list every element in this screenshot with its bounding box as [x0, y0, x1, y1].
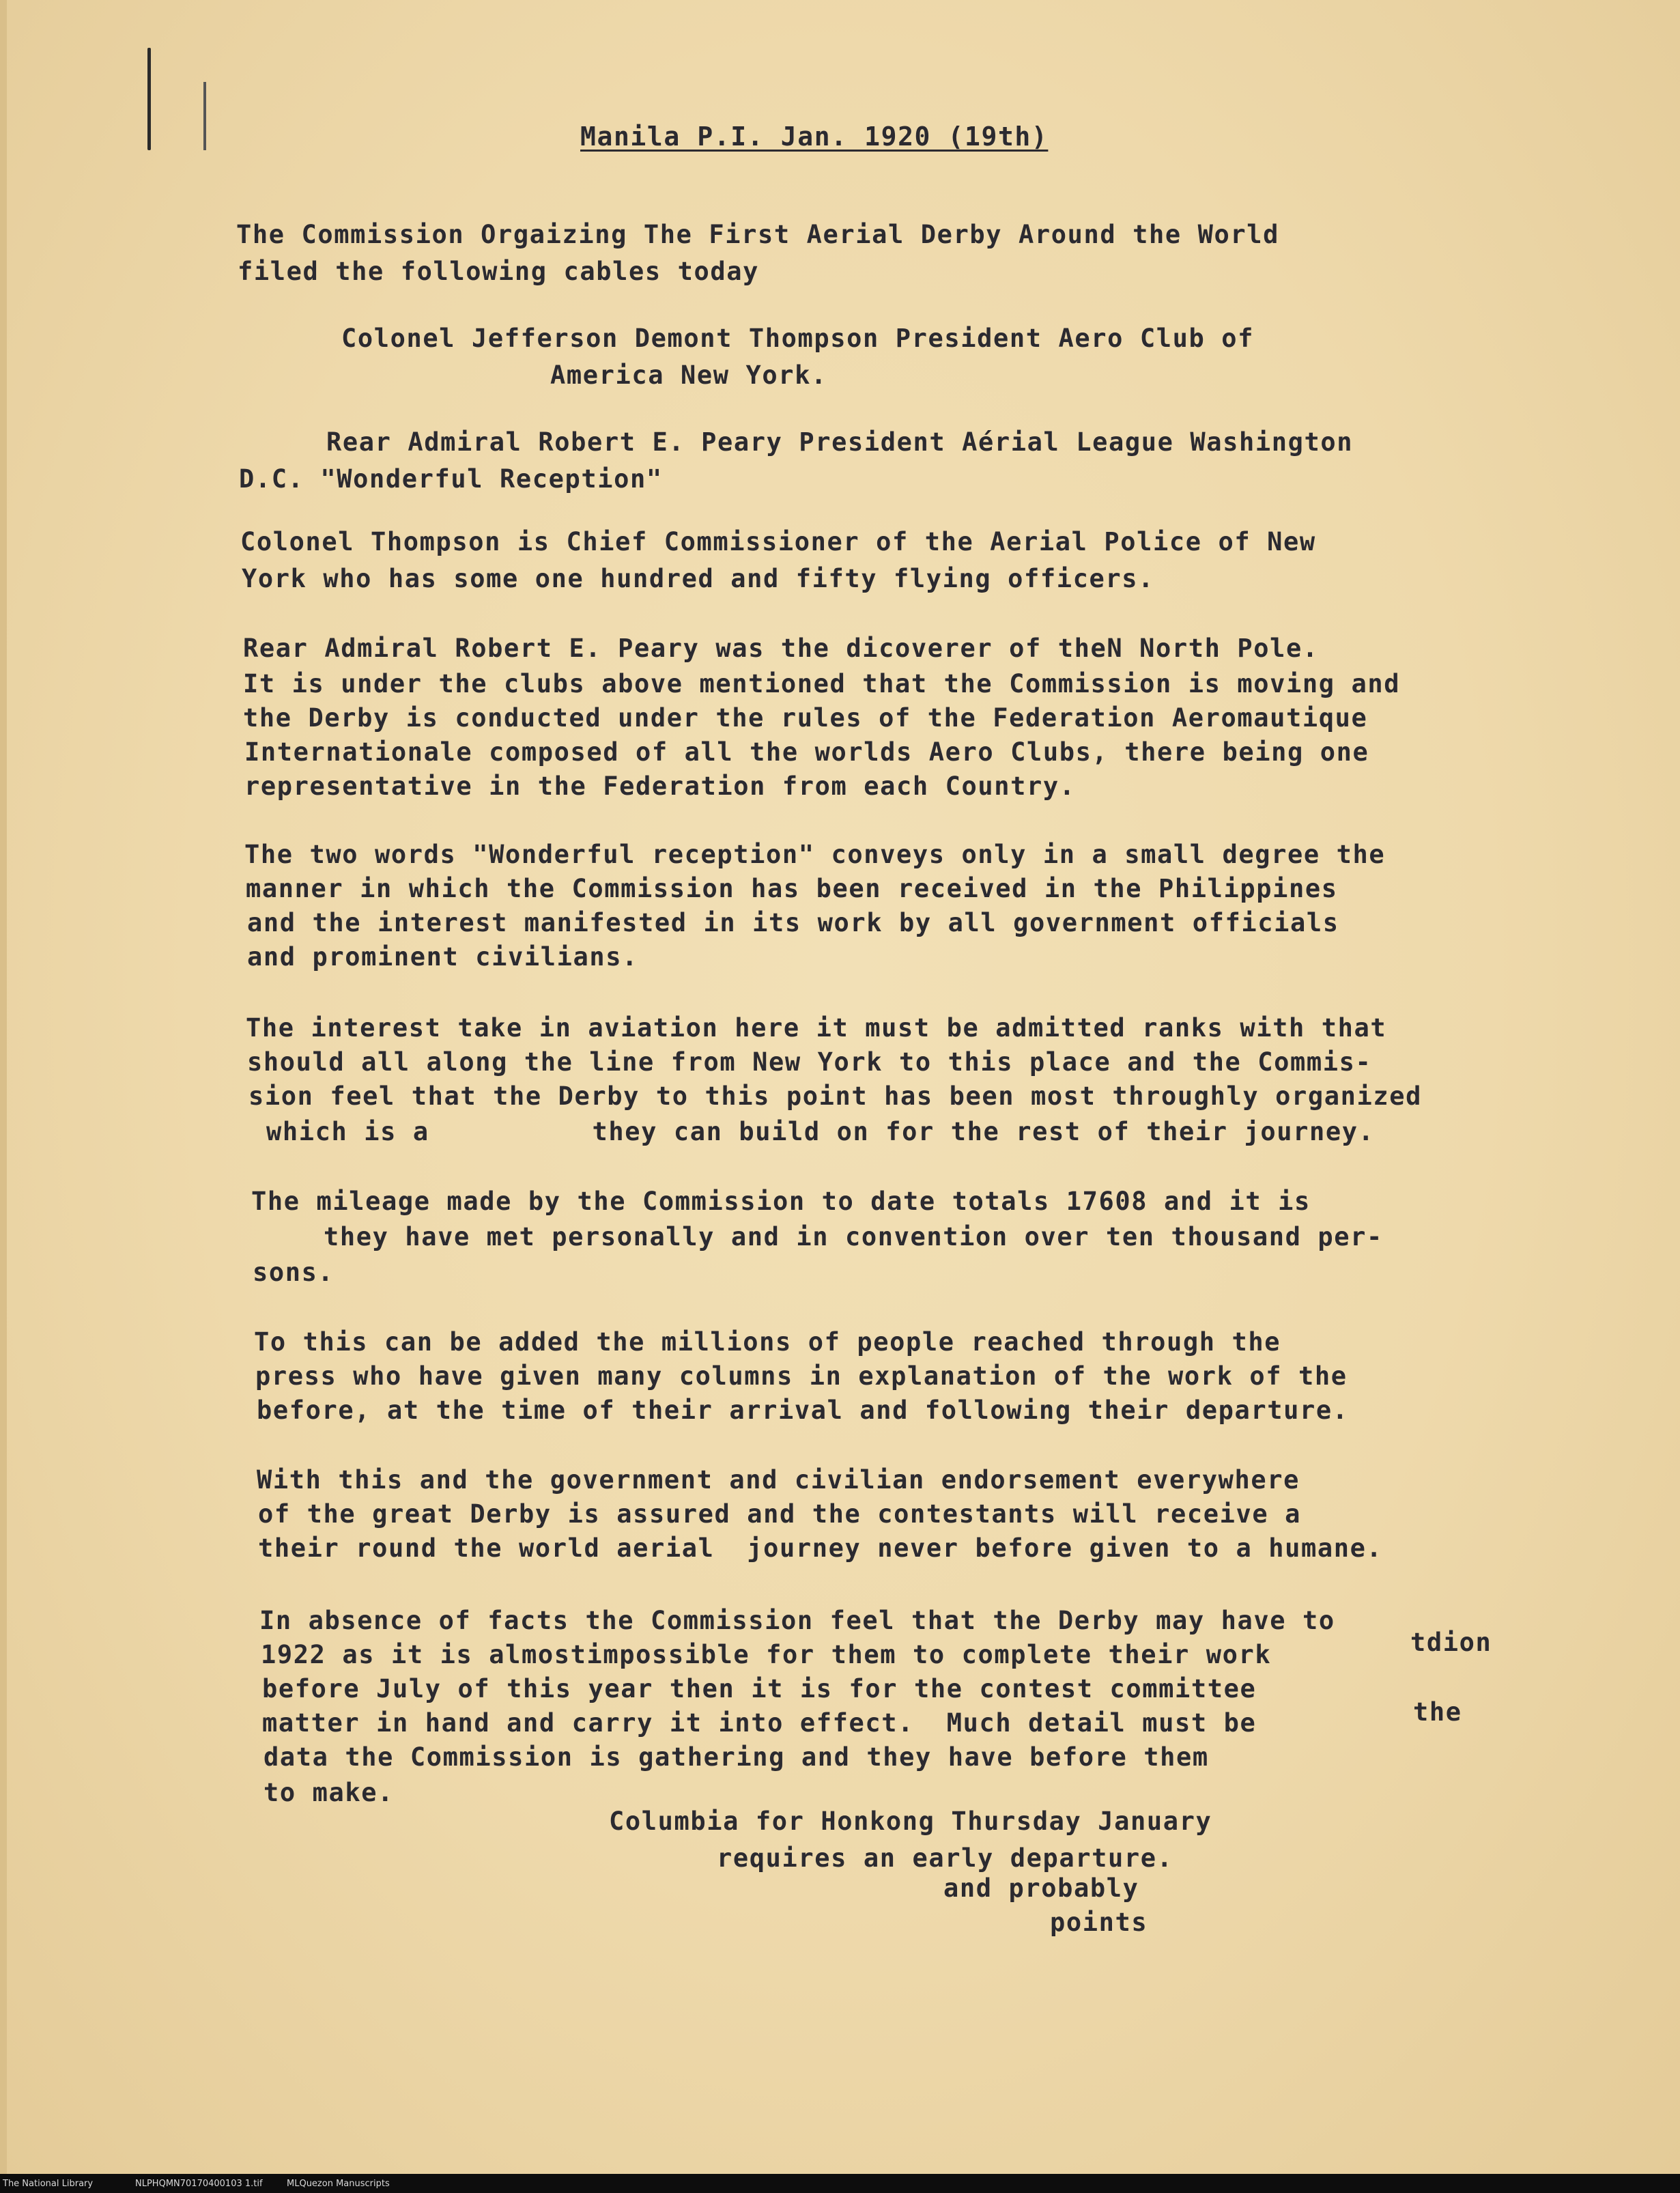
cable2-line: Rear Admiral Robert E. Peary President Aérial League Washington: [326, 427, 1354, 457]
paragraph-line: It is under the clubs above mentioned that the Commission is moving and: [243, 669, 1401, 698]
paragraph-line: of the great Derby is assured and the contestants will receive a: [258, 1499, 1302, 1529]
paragraph-margin-word: tdion: [1410, 1628, 1492, 1657]
paragraph-margin-word: the: [1413, 1697, 1462, 1727]
paragraph-line: manner in which the Commission has been received in the Philippines: [246, 874, 1338, 903]
paragraph-line: With this and the government and civilian endorsement everywhere: [257, 1465, 1300, 1495]
paragraph-line: which is a they can build on for the rest of their journey.: [266, 1117, 1375, 1146]
paragraph-line: The two words "Wonderful reception" conveys only in a small degree the: [244, 840, 1386, 869]
paragraph-line: matter in hand and carry it into effect. Much detail must be: [262, 1708, 1257, 1738]
scan-footer: [0, 2174, 1680, 2193]
paragraph-line: before July of this year then it is for the contest committee: [262, 1674, 1257, 1703]
footer-collection: MLQuezon Manuscripts: [287, 2179, 390, 2189]
closing-line: requires an early departure.: [717, 1843, 1173, 1873]
paragraph-line: the Derby is conducted under the rules of the Federation Aeromautique: [243, 703, 1368, 733]
closing-line: points: [1050, 1908, 1148, 1937]
paragraph-line: To this can be added the millions of people reached through the: [254, 1327, 1281, 1357]
paragraph-line: they have met personally and in convention over ten thousand per-: [324, 1222, 1383, 1251]
paragraph-line: and the interest manifested in its work by all government officials: [247, 908, 1339, 937]
paragraph-line: Internationale composed of all the worlds Aero Clubs, there being one: [244, 737, 1369, 767]
paragraph-line: In absence of facts the Commission feel that the Derby may have to: [259, 1606, 1335, 1635]
paragraph-line: 1922 as it is almostimpossible for them to complete their work: [261, 1640, 1272, 1669]
paragraph-line: The mileage made by the Commission to date totals 17608 and it is: [251, 1187, 1311, 1216]
cable1-line: Colonel Jefferson Demont Thompson President Aero Club of: [341, 324, 1255, 353]
paragraph-line: Colonel Thompson is Chief Commissioner of the Aerial Police of New: [240, 527, 1316, 556]
doc-title: Manila P.I. Jan. 1920 (19th): [580, 122, 1049, 152]
paragraph-line: data the Commission is gathering and they have before them: [264, 1742, 1209, 1772]
paragraph-line: sion feel that the Derby to this point has been most throughly organized: [248, 1081, 1423, 1111]
paragraph-line: York who has some one hundred and fifty flying officers.: [242, 564, 1155, 593]
paragraph-line: press who have given many columns in explanation of the work of the: [255, 1361, 1348, 1391]
footer-library: The National Library: [3, 2179, 94, 2189]
cable1-line: America New York.: [550, 360, 827, 390]
paragraph-line: should all along the line from New York to this place and the Commis-: [247, 1047, 1372, 1077]
paragraph-line: their round the world aerial journey never before given to a humane.: [258, 1533, 1383, 1563]
intro-line: The Commission Orgaizing The First Aerial Derby Around the World: [236, 220, 1280, 249]
intro-line: filed the following cables today: [238, 257, 760, 286]
closing-line: and probably: [943, 1873, 1139, 1903]
paragraph-line: before, at the time of their arrival and following their departure.: [257, 1396, 1349, 1425]
paragraph-line: The interest take in aviation here it must be admitted ranks with that: [246, 1013, 1387, 1043]
paragraph-line: to make.: [264, 1778, 395, 1807]
closing-line: Columbia for Honkong Thursday January: [609, 1807, 1212, 1836]
paragraph-line: representative in the Federation from each Country.: [244, 772, 1076, 801]
paragraph-line: sons.: [253, 1258, 334, 1287]
footer-filename: NLPHQMN70170400103 1.tif: [135, 2179, 263, 2189]
cable2-line: D.C. "Wonderful Reception": [239, 464, 663, 494]
paragraph-line: and prominent civilians.: [247, 942, 639, 972]
paragraph-line: Rear Admiral Robert E. Peary was the dicoverer of theN North Pole.: [243, 634, 1319, 663]
